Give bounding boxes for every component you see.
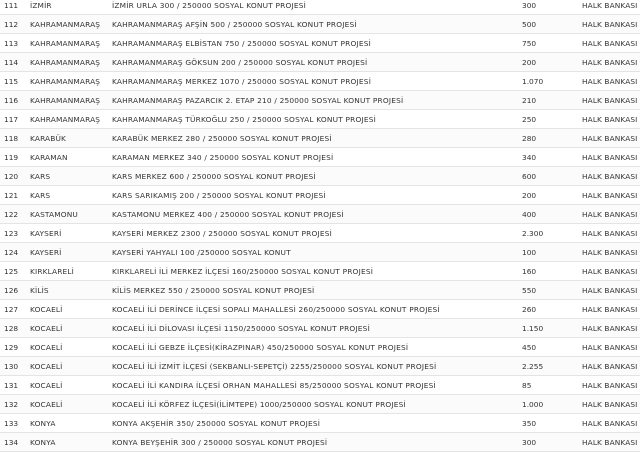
city-cell: KAHRAMANMARAŞ: [30, 57, 101, 67]
project-name-cell: KOCAELİ İLİ KÖRFEZ İLÇESİ(İLİMTEPE) 1000/250000 SOSYAL KONUT PROJESİ: [112, 399, 406, 409]
row-number-cell: 115: [4, 76, 19, 86]
project-name-cell: KOCAELİ İLİ GEBZE İLÇESİ(KİRAZPINAR) 450/250000 SOSYAL KONUT PROJESİ: [112, 342, 409, 352]
table-row: [0, 338, 640, 357]
table-row: [0, 148, 640, 167]
city-cell: KOCAELİ: [30, 380, 63, 390]
housing-count-cell: 160: [522, 266, 537, 276]
housing-count-cell: 400: [522, 209, 537, 219]
row-number-cell: 123: [4, 228, 19, 238]
project-name-cell: KOCAELİ İLİ İZMİT İLÇESİ (SEKBANLI-SEPETÇİ) 2255/250000 SOSYAL KONUT PROJESİ: [112, 361, 437, 371]
city-cell: KARS: [30, 171, 51, 181]
table-row: [0, 0, 640, 15]
city-cell: KIRKLARELİ: [30, 266, 74, 276]
housing-count-cell: 300: [522, 437, 537, 447]
bank-cell: HALK BANKASI: [582, 114, 638, 124]
table-row: [0, 300, 640, 319]
project-name-cell: KOCAELİ İLİ DERİNCE İLÇESİ SOPALI MAHALLESİ 260/250000 SOSYAL KONUT PROJESİ: [112, 304, 440, 314]
row-number-cell: 127: [4, 304, 19, 314]
housing-count-cell: 500: [522, 19, 537, 29]
row-number-cell: 114: [4, 57, 19, 67]
housing-count-cell: 85: [522, 380, 532, 390]
project-name-cell: KARS SARIKAMIŞ 200 / 250000 SOSYAL KONUT PROJESİ: [112, 190, 326, 200]
housing-count-cell: 1.070: [522, 76, 544, 86]
project-name-cell: KARS MERKEZ 600 / 250000 SOSYAL KONUT PROJESİ: [112, 171, 316, 181]
bank-cell: HALK BANKASI: [582, 323, 638, 333]
project-name-cell: KARAMAN MERKEZ 340 / 250000 SOSYAL KONUT PROJESİ: [112, 152, 334, 162]
bank-cell: HALK BANKASI: [582, 304, 638, 314]
table-row: [0, 72, 640, 91]
project-name-cell: KOCAELİ İLİ DİLOVASI İLÇESİ 1150/250000 SOSYAL KONUT PROJESİ: [112, 323, 370, 333]
bank-cell: HALK BANKASI: [582, 190, 638, 200]
housing-count-cell: 350: [522, 418, 537, 428]
housing-count-cell: 750: [522, 38, 537, 48]
bank-cell: HALK BANKASI: [582, 228, 638, 238]
city-cell: KAYSERİ: [30, 228, 62, 238]
bank-cell: HALK BANKASI: [582, 285, 638, 295]
row-number-cell: 112: [4, 19, 19, 29]
bank-cell: HALK BANKASI: [582, 95, 638, 105]
project-name-cell: KIRKLARELİ İLİ MERKEZ İLÇESİ 160/250000 SOSYAL KONUT PROJESİ: [112, 266, 374, 276]
table-row: [0, 243, 640, 262]
city-cell: KARABÜK: [30, 133, 67, 143]
bank-cell: HALK BANKASI: [582, 152, 638, 162]
row-number-cell: 119: [4, 152, 19, 162]
city-cell: KOCAELİ: [30, 399, 63, 409]
row-number-cell: 133: [4, 418, 19, 428]
row-number-cell: 117: [4, 114, 19, 124]
project-name-cell: KAHRAMANMARAŞ TÜRKOĞLU 250 / 250000 SOSYAL KONUT PROJESİ: [112, 114, 377, 124]
project-name-cell: KAHRAMANMARAŞ AFŞİN 500 / 250000 SOSYAL KONUT PROJESİ: [112, 19, 357, 29]
project-name-cell: KİLİS MERKEZ 550 / 250000 SOSYAL KONUT PROJESİ: [112, 285, 315, 295]
bank-cell: HALK BANKASI: [582, 361, 638, 371]
table-row: [0, 129, 640, 148]
city-cell: KAHRAMANMARAŞ: [30, 95, 101, 105]
bank-cell: HALK BANKASI: [582, 266, 638, 276]
project-name-cell: KAYSERİ YAHYALI 100 /250000 SOSYAL KONUT: [112, 247, 291, 257]
table-row: [0, 357, 640, 376]
project-name-cell: KARABÜK MERKEZ 280 / 250000 SOSYAL KONUT PROJESİ: [112, 133, 332, 143]
city-cell: KONYA: [30, 418, 56, 428]
row-number-cell: 131: [4, 380, 19, 390]
city-cell: KOCAELİ: [30, 323, 63, 333]
row-number-cell: 126: [4, 285, 19, 295]
project-name-cell: KAYSERİ MERKEZ 2300 / 250000 SOSYAL KONUT PROJESİ: [112, 228, 333, 238]
table-row: [0, 15, 640, 34]
bank-cell: HALK BANKASI: [582, 19, 638, 29]
table-row: [0, 319, 640, 338]
housing-count-cell: 210: [522, 95, 537, 105]
bank-cell: HALK BANKASI: [582, 418, 638, 428]
row-number-cell: 132: [4, 399, 19, 409]
row-number-cell: 113: [4, 38, 19, 48]
city-cell: KARAMAN: [30, 152, 68, 162]
project-name-cell: KONYA BEYŞEHİR 300 / 250000 SOSYAL KONUT PROJESİ: [112, 437, 328, 447]
housing-count-cell: 260: [522, 304, 537, 314]
table-row: [0, 224, 640, 243]
city-cell: KAHRAMANMARAŞ: [30, 76, 101, 86]
housing-count-cell: 250: [522, 114, 537, 124]
row-number-cell: 129: [4, 342, 19, 352]
table-row: [0, 91, 640, 110]
housing-count-cell: 200: [522, 57, 537, 67]
table-row: [0, 53, 640, 72]
table-row: [0, 376, 640, 395]
bank-cell: HALK BANKASI: [582, 437, 638, 447]
row-number-cell: 134: [4, 437, 19, 447]
project-name-cell: KAHRAMANMARAŞ PAZARCIK 2. ETAP 210 / 250000 SOSYAL KONUT PROJESİ: [112, 95, 404, 105]
table-row: [0, 205, 640, 224]
city-cell: KAYSERİ: [30, 247, 62, 257]
housing-count-cell: 340: [522, 152, 537, 162]
bank-cell: HALK BANKASI: [582, 209, 638, 219]
project-name-cell: KAHRAMANMARAŞ GÖKSUN 200 / 250000 SOSYAL KONUT PROJESİ: [112, 57, 368, 67]
row-number-cell: 128: [4, 323, 19, 333]
city-cell: KAHRAMANMARAŞ: [30, 114, 101, 124]
city-cell: KARS: [30, 190, 51, 200]
row-number-cell: 116: [4, 95, 19, 105]
table-row: [0, 186, 640, 205]
row-number-cell: 125: [4, 266, 19, 276]
project-name-cell: İZMİR URLA 300 / 250000 SOSYAL KONUT PROJESİ: [112, 0, 307, 10]
housing-count-cell: 200: [522, 190, 537, 200]
row-number-cell: 122: [4, 209, 19, 219]
housing-count-cell: 550: [522, 285, 537, 295]
city-cell: İZMİR: [30, 0, 52, 10]
table-row: [0, 395, 640, 414]
row-number-cell: 121: [4, 190, 19, 200]
project-name-cell: KOCAELİ İLİ KANDIRA İLÇESİ ORHAN MAHALLESİ 85/250000 SOSYAL KONUT PROJESİ: [112, 380, 436, 390]
bank-cell: HALK BANKASI: [582, 247, 638, 257]
bank-cell: HALK BANKASI: [582, 57, 638, 67]
city-cell: KOCAELİ: [30, 342, 63, 352]
housing-count-cell: 2.300: [522, 228, 544, 238]
row-number-cell: 130: [4, 361, 19, 371]
bank-cell: HALK BANKASI: [582, 380, 638, 390]
bank-cell: HALK BANKASI: [582, 76, 638, 86]
row-number-cell: 120: [4, 171, 19, 181]
table-row: [0, 167, 640, 186]
table-row: [0, 433, 640, 452]
housing-count-cell: 300: [522, 0, 537, 10]
table-row: [0, 34, 640, 53]
bank-cell: HALK BANKASI: [582, 342, 638, 352]
project-name-cell: KAHRAMANMARAŞ ELBİSTAN 750 / 250000 SOSYAL KONUT PROJESİ: [112, 38, 372, 48]
city-cell: KASTAMONU: [30, 209, 78, 219]
bank-cell: HALK BANKASI: [582, 399, 638, 409]
city-cell: KONYA: [30, 437, 56, 447]
housing-count-cell: 1.000: [522, 399, 544, 409]
housing-count-cell: 1.150: [522, 323, 544, 333]
table-row: [0, 262, 640, 281]
housing-count-cell: 100: [522, 247, 537, 257]
bank-cell: HALK BANKASI: [582, 38, 638, 48]
housing-count-cell: 450: [522, 342, 537, 352]
bank-cell: HALK BANKASI: [582, 171, 638, 181]
city-cell: KAHRAMANMARAŞ: [30, 19, 101, 29]
row-number-cell: 118: [4, 133, 19, 143]
table-row: [0, 110, 640, 129]
project-name-cell: KONYA AKŞEHİR 350/ 250000 SOSYAL KONUT PROJESİ: [112, 418, 321, 428]
city-cell: KOCAELİ: [30, 304, 63, 314]
project-name-cell: KAHRAMANMARAŞ MERKEZ 1070 / 250000 SOSYAL KONUT PROJESİ: [112, 76, 372, 86]
housing-count-cell: 2.255: [522, 361, 544, 371]
bank-cell: HALK BANKASI: [582, 133, 638, 143]
row-number-cell: 124: [4, 247, 19, 257]
row-number-cell: 111: [4, 0, 19, 10]
table-row: [0, 281, 640, 300]
housing-count-cell: 280: [522, 133, 537, 143]
city-cell: KAHRAMANMARAŞ: [30, 38, 101, 48]
city-cell: KİLİS: [30, 285, 49, 295]
bank-cell: HALK BANKASI: [582, 0, 638, 10]
city-cell: KOCAELİ: [30, 361, 63, 371]
project-name-cell: KASTAMONU MERKEZ 400 / 250000 SOSYAL KONUT PROJESİ: [112, 209, 344, 219]
housing-count-cell: 600: [522, 171, 537, 181]
